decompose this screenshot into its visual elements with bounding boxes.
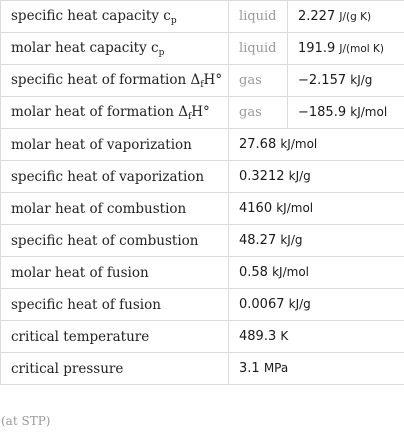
footnote: (at STP) <box>1 414 51 428</box>
property-label: molar heat of vaporization <box>1 129 229 161</box>
property-label: specific heat of fusion <box>1 289 229 321</box>
value-unit: J/(mol K) <box>339 43 384 55</box>
table-row <box>1 1 404 33</box>
property-label: molar heat capacity $c_p$ <box>1 33 229 65</box>
phase-cell: gas <box>229 97 288 129</box>
value-cell <box>229 129 404 161</box>
phase-cell: liquid <box>229 1 288 33</box>
property-label: critical temperature <box>1 321 229 353</box>
value-cell <box>288 65 404 97</box>
phase-cell: gas <box>229 65 288 97</box>
property-label: specific heat of combustion <box>1 225 229 257</box>
table-row <box>1 129 404 161</box>
property-label: molar heat of formation $\Delta_fH^\circ$ <box>1 97 229 129</box>
value-number: 191.9 <box>298 41 336 56</box>
value-number: 3.1 <box>239 361 260 376</box>
property-label: molar heat of fusion <box>1 257 229 289</box>
value-number: −185.9 <box>298 105 347 120</box>
value-number: 0.0067 <box>239 297 285 312</box>
property-label: specific heat capacity $c_p$ <box>1 1 229 33</box>
value-unit: K <box>280 329 289 343</box>
value-unit: kJ/g <box>350 73 373 87</box>
value-number: 27.68 <box>239 137 277 152</box>
value-cell <box>229 225 404 257</box>
table-row <box>1 97 404 129</box>
table-row <box>1 225 404 257</box>
value-number: 48.27 <box>239 233 277 248</box>
value-unit: J/(g K) <box>339 11 372 23</box>
value-unit: kJ/mol <box>350 105 388 119</box>
value-cell <box>229 289 404 321</box>
value-unit: kJ/mol <box>280 137 318 151</box>
table-row <box>1 65 404 97</box>
table-row <box>1 321 404 353</box>
value-unit: kJ/mol <box>276 201 314 215</box>
property-label: specific heat of vaporization <box>1 161 229 193</box>
value-cell <box>288 1 404 33</box>
value-unit: kJ/g <box>288 297 311 311</box>
property-label: critical pressure <box>1 353 229 385</box>
table-row <box>1 33 404 65</box>
value-number: 0.3212 <box>239 169 285 184</box>
value-number: 4160 <box>239 201 273 216</box>
value-number: 2.227 <box>298 9 336 24</box>
table-row <box>1 161 404 193</box>
value-cell <box>288 33 404 65</box>
value-cell <box>229 321 404 353</box>
value-cell <box>288 97 404 129</box>
phase-cell: liquid <box>229 33 288 65</box>
table-row <box>1 353 404 385</box>
value-cell <box>229 193 404 225</box>
value-number: 0.58 <box>239 265 268 280</box>
value-cell <box>229 257 404 289</box>
property-label: molar heat of combustion <box>1 193 229 225</box>
value-cell <box>229 161 404 193</box>
value-unit: kJ/g <box>288 169 311 183</box>
value-number: 489.3 <box>239 329 277 344</box>
table-row <box>1 257 404 289</box>
value-cell <box>229 353 404 385</box>
value-unit: kJ/mol <box>272 265 309 279</box>
property-label: specific heat of formation $\Delta_fH^\circ$ <box>1 65 229 97</box>
value-number: −2.157 <box>298 73 347 88</box>
table-row <box>1 289 404 321</box>
table-row <box>1 193 404 225</box>
value-unit: kJ/g <box>280 233 303 247</box>
value-unit: MPa <box>263 361 289 375</box>
